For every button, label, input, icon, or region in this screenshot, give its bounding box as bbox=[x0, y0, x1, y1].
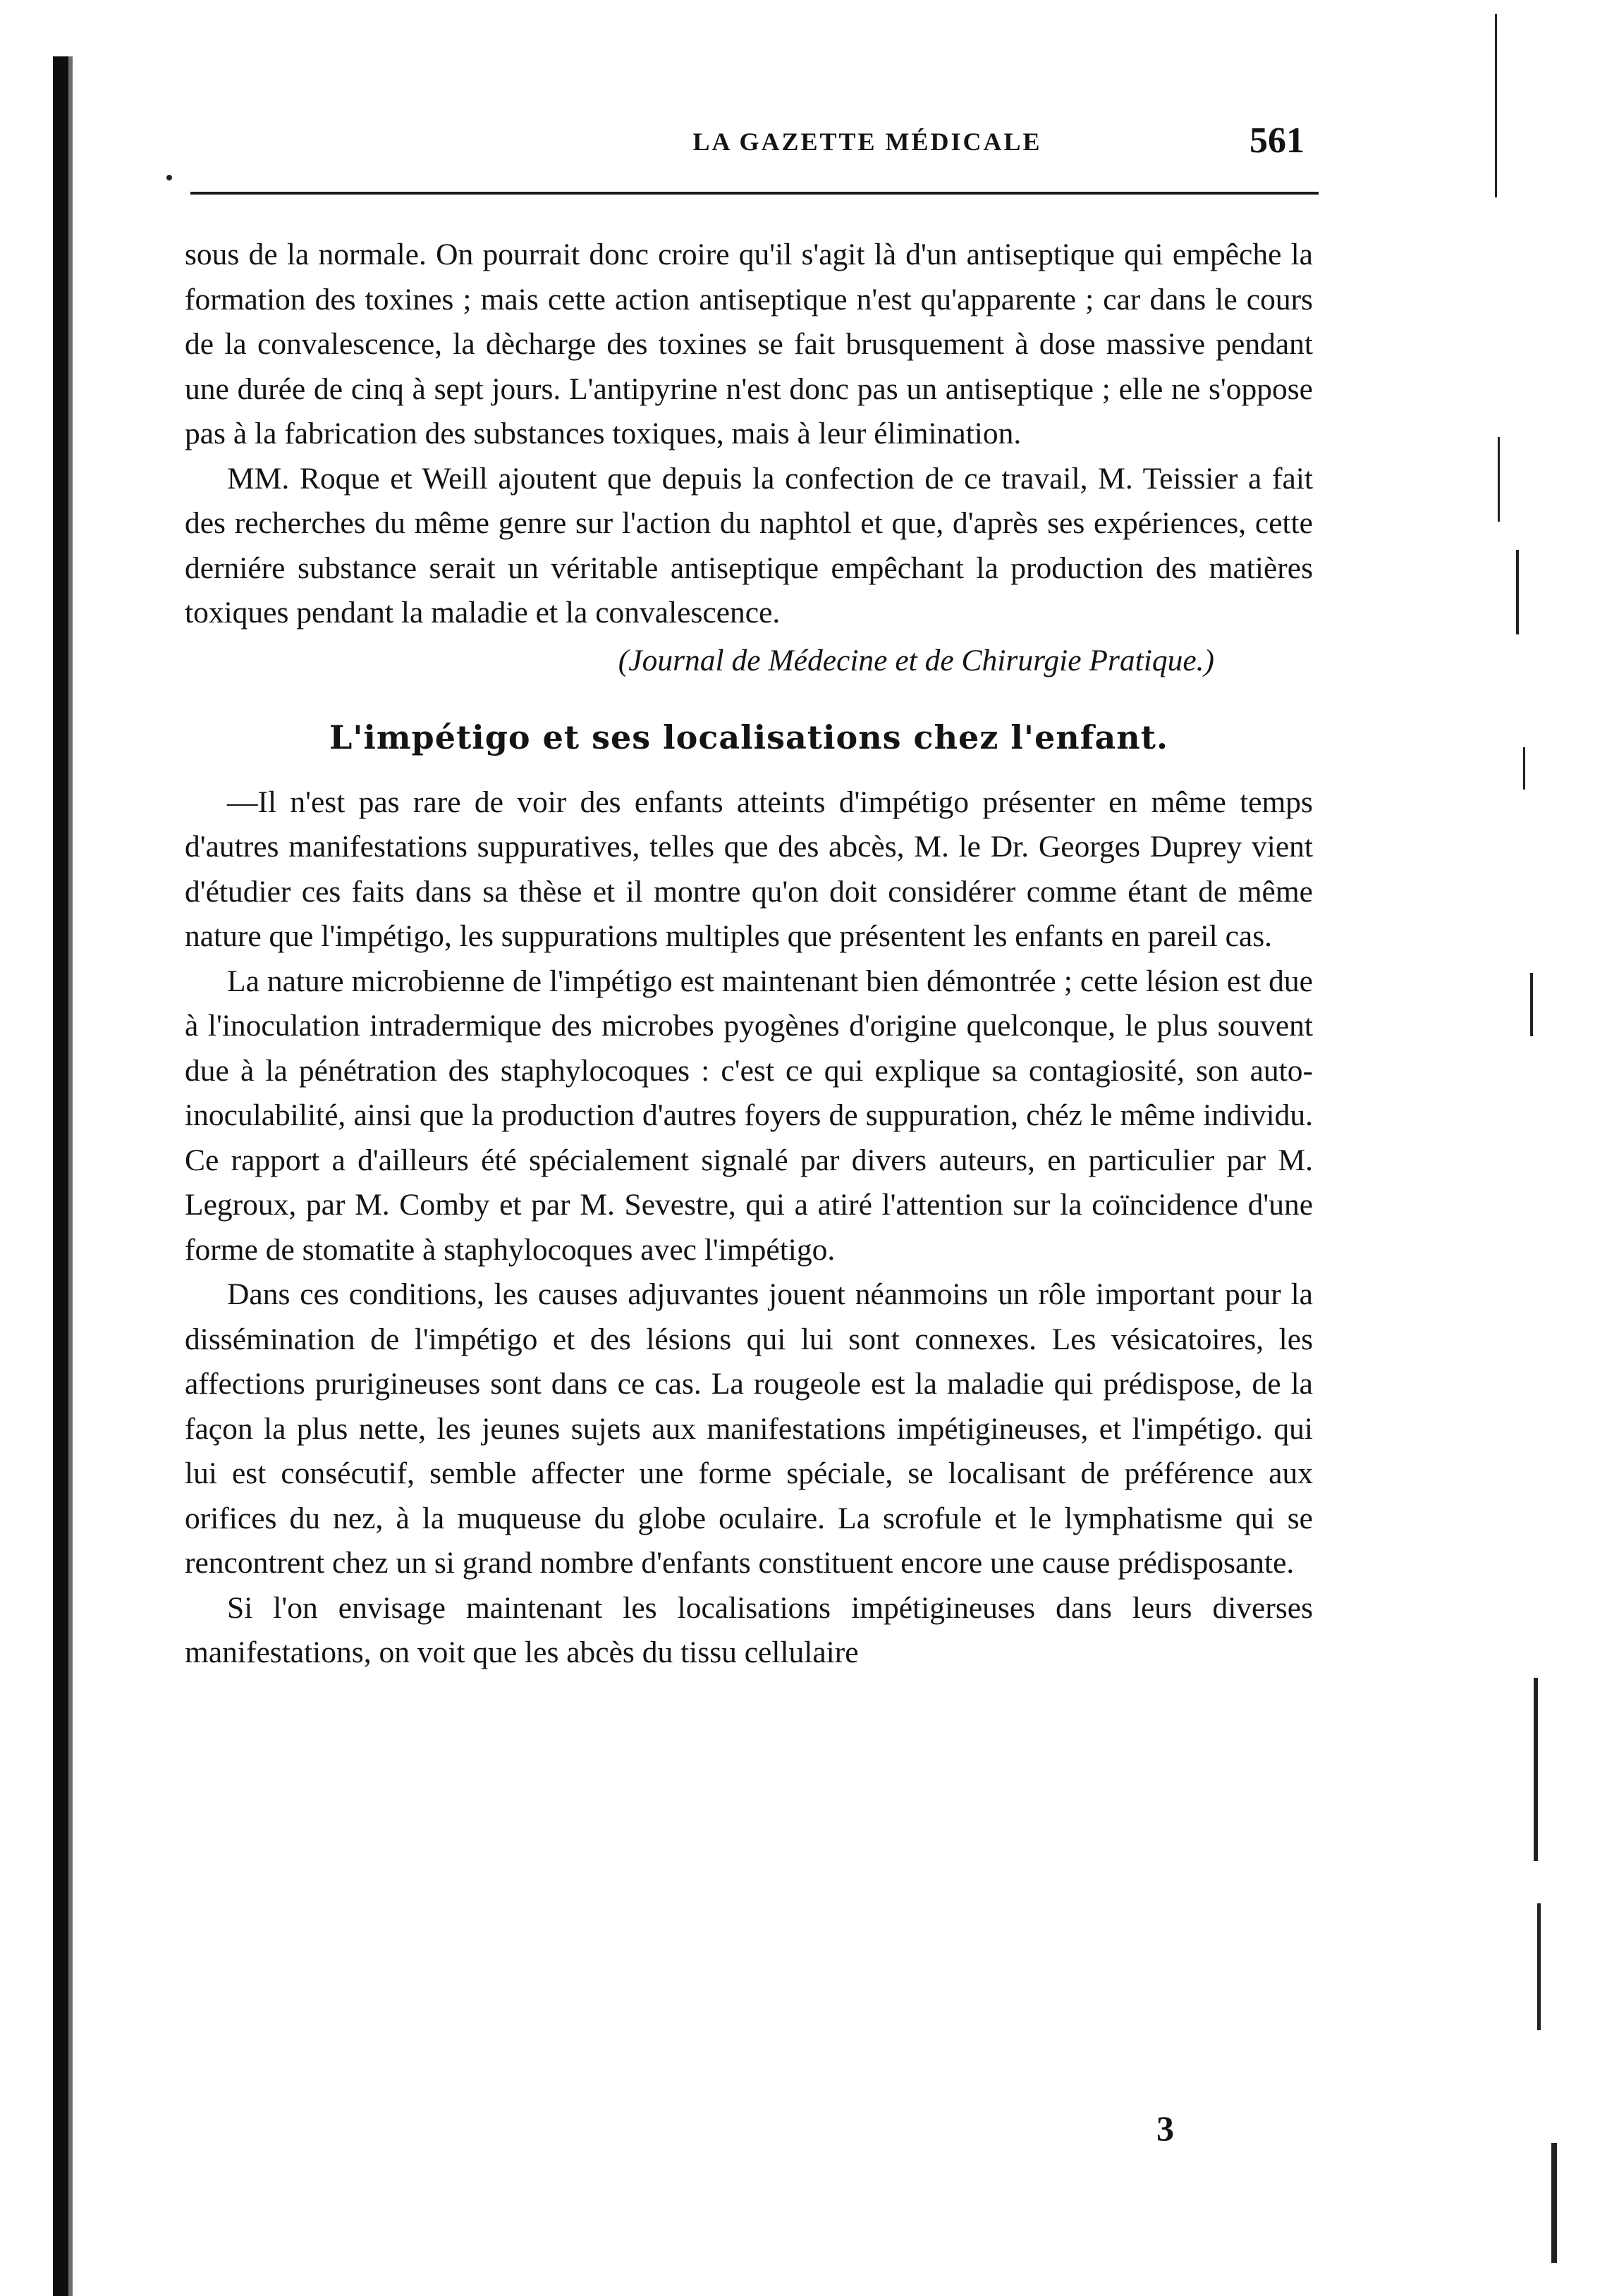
margin-dot bbox=[166, 175, 172, 180]
binding-shadow-left bbox=[53, 56, 68, 2296]
running-head: LA GAZETTE MÉDICALE bbox=[692, 128, 1042, 156]
paragraph: sous de la normale. On pourrait donc croire qu'il s'agit là d'un antiseptique qui empêche la formation des toxines ; mais cette action antiseptique n'est qu'apparente ; car dans le cours de la convalescence, la dècharge des toxines se fait brusquement à dose massive pendant une durée de cinq à sept jours. L'antipyrine n'est donc pas un antiseptique ; elle ne s'oppose pas à la fabrication des substances toxiques, mais à leur élimination. bbox=[185, 238, 1313, 450]
paragraph: La nature microbienne de l'impétigo est maintenant bien démontrée ; cette lésion est due à l'inoculation intradermique des microbes pyogènes d'origine quelconque, le plus souvent due à la pénétration des staphylocoques : c'est ce qui explique sa contagiosité, son auto-inoculabilité, ainsi que la production d'autres foyers de suppuration, chéz le même individu. Ce rapport a d'ailleurs été spécialement signalé par divers auteurs, en particulier par M. Legroux, par M. Comby et par M. Sevestre, qui a atiré l'attention sur la coïncidence d'une forme de stomatite à staphylocoques avec l'impétigo. bbox=[185, 964, 1313, 1267]
signature-mark: 3 bbox=[1156, 2108, 1174, 2148]
paragraph: Dans ces conditions, les causes adjuvantes jouent néanmoins un rôle important pour la dissémination de l'impétigo et des lésions qui lui sont connexes. Les vésicatoires, les affections prurigineuses sont dans ce cas. La rougeole est la maladie qui prédispose, de la façon la plus nette, les jeunes sujets aux manifestations impétigineuses, et l'impétigo. qui lui est consécutif, semble affecter une forme spéciale, se localisant de préférence aux orifices du nez, à la muqueuse du globe oculaire. La scrofule et le lymphatisme qui se rencontrent chez un si grand nombre d'enfants constituent encore une cause prédisposante. bbox=[185, 1277, 1313, 1580]
binding-shadow-fade bbox=[68, 56, 73, 2296]
article-body bbox=[185, 233, 1313, 1676]
paragraph: Si l'on envisage maintenant les localisations impétigineuses dans leurs diverses manifestations, on voit que les abcès du tissu cellulaire bbox=[185, 1590, 1313, 1669]
paragraph: MM. Roque et Weill ajoutent que depuis la confection de ce travail, M. Teissier a fait des recherches du même genre sur l'action du naphtol et que, d'après ses expériences, cette derniére substance serait un véritable antiseptique empêchant la production des matières toxiques pendant la maladie et la convalescence. bbox=[185, 461, 1313, 630]
right-edge-gutter bbox=[1474, 0, 1607, 2296]
citation: (Journal de Médecine et de Chirurgie Pratique.) bbox=[618, 643, 1214, 677]
paragraph: —Il n'est pas rare de voir des enfants atteints d'impétigo présenter en même temps d'autres manifestations suppuratives, telles que des abcès, M. le Dr. Georges Duprey vient d'étudier ces faits dans sa thèse et il montre qu'on doit considérer comme étant de même nature que l'impétigo, les suppurations multiples que présentent les enfants en pareil cas. bbox=[185, 785, 1313, 953]
header-rule bbox=[190, 192, 1319, 195]
page-number: 561 bbox=[1249, 121, 1304, 161]
section-title: L'impétigo et ses localisations chez l'enfant. bbox=[329, 718, 1168, 756]
page-header bbox=[190, 113, 1319, 169]
